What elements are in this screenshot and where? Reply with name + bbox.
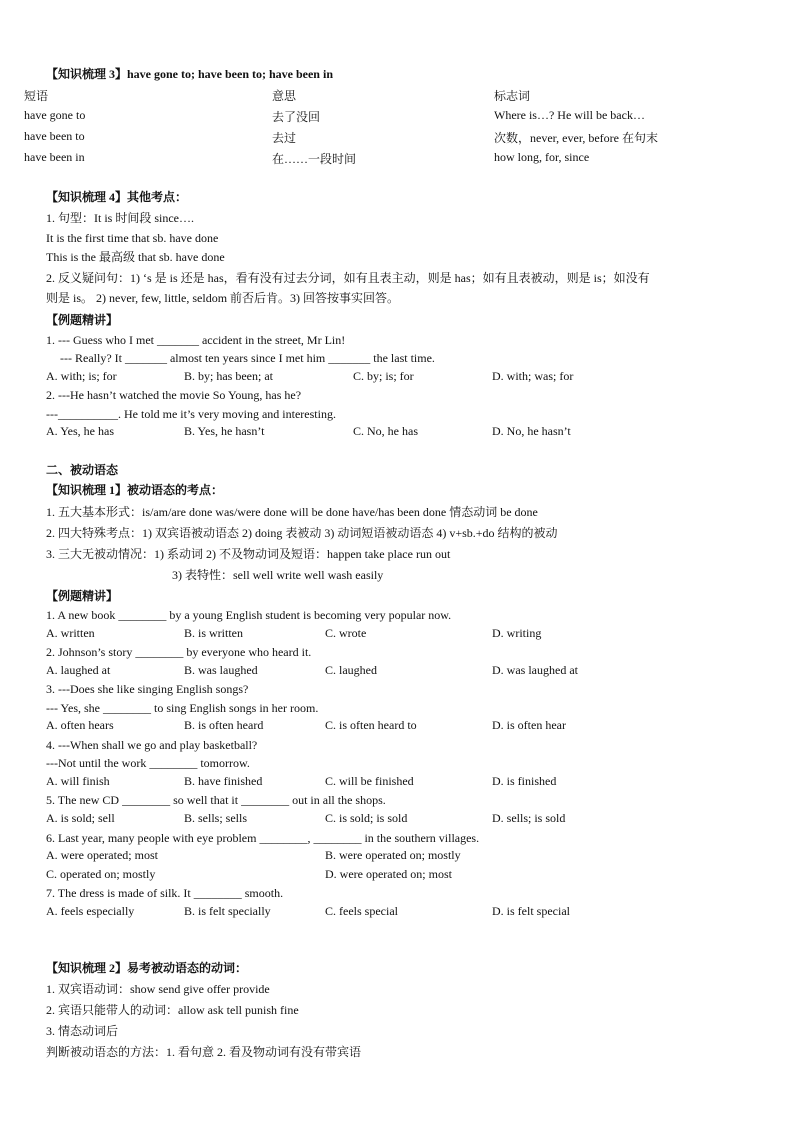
table-header: 意思 (272, 89, 297, 103)
section-title: 【知识梳理 4】其他考点： (46, 190, 188, 204)
option: B. is often heard (184, 718, 264, 732)
question: 4. ---When shall we go and play basketball? (46, 738, 258, 752)
part-heading: 二、被动语态 (46, 463, 119, 477)
table-header: 短语 (24, 89, 49, 103)
option: A. laughed at (46, 663, 111, 677)
question: 6. Last year, many people with eye problem ________, ________ in the southern villages. (46, 831, 480, 845)
option: A. were operated; most (46, 848, 158, 862)
question: 1. --- Guess who I met _______ accident in the street, Mr Lin! (46, 333, 346, 347)
option: A. often hears (46, 718, 114, 732)
option: C. by; is; for (353, 369, 414, 383)
table-header: 标志词 (494, 89, 531, 103)
text-line: 1. 五大基本形式：is/am/are done was/were done will be done have/has been done 情态动词 be done (46, 505, 538, 519)
text-line: 1. 双宾语动词：show send give offer provide (46, 982, 270, 996)
text-line: This is the 最高级 that sb. have done (46, 250, 225, 264)
section-title: 【知识梳理 2】易考被动语态的动词： (46, 961, 248, 975)
table-cell: 在……一段时间 (272, 152, 357, 166)
option: B. is felt specially (184, 904, 271, 918)
option: B. by; has been; at (184, 369, 273, 383)
question: ---__________. He told me it’s very moving and interesting. (46, 407, 336, 421)
option: D. is often hear (492, 718, 566, 732)
option: B. were operated on; mostly (325, 848, 461, 862)
question: 3. ---Does she like singing English songs? (46, 682, 249, 696)
example-title: 【例题精讲】 (46, 589, 119, 603)
table-cell: Where is…? He will be back… (494, 108, 645, 122)
table-cell: 去了没回 (272, 110, 321, 124)
text-line: It is the first time that sb. have done (46, 231, 219, 245)
question: --- Really? It _______ almost ten years since I met him _______ the last time. (60, 351, 435, 365)
text-line: 2. 反义疑问句：1) ‘s 是 is 还是 has，看有没有过去分词，如有且表主动，则是 has；如有且表被动，则是 is；如没有 (46, 271, 650, 285)
question: 7. The dress is made of silk. It ________ smooth. (46, 886, 284, 900)
option: C. is sold; is sold (325, 811, 408, 825)
option: D. sells; is sold (492, 811, 566, 825)
option: C. will be finished (325, 774, 414, 788)
question: 5. The new CD ________ so well that it ________ out in all the shops. (46, 793, 386, 807)
option: B. is written (184, 626, 243, 640)
table-cell: have been in (24, 150, 85, 164)
option: D. writing (492, 626, 542, 640)
table-cell: have gone to (24, 108, 86, 122)
table-cell: have been to (24, 129, 85, 143)
option: A. written (46, 626, 95, 640)
option: C. No, he has (353, 424, 418, 438)
option: A. Yes, he has (46, 424, 115, 438)
text-line: 1. 句型：It is 时间段 since…. (46, 211, 194, 225)
question: ---Not until the work ________ tomorrow. (46, 756, 250, 770)
option: D. is finished (492, 774, 557, 788)
option: A. will finish (46, 774, 110, 788)
option: B. have finished (184, 774, 263, 788)
option: C. wrote (325, 626, 367, 640)
question: --- Yes, she ________ to sing English songs in her room. (46, 701, 319, 715)
table-cell: 去过 (272, 131, 297, 145)
question: 1. A new book ________ by a young English student is becoming very popular now. (46, 608, 452, 622)
option: B. sells; sells (184, 811, 248, 825)
option: D. were operated on; most (325, 867, 452, 881)
text-line: 则是 is。 2) never, few, little, seldom 前否后肯。3) 回答按事实回答。 (46, 291, 400, 305)
option: A. feels especially (46, 904, 135, 918)
option: D. with; was; for (492, 369, 574, 383)
option: A. is sold; sell (46, 811, 115, 825)
text-line: 2. 四大特殊考点：1) 双宾语被动语态 2) doing 表被动 3) 动词短语被动语态 4) v+sb.+do 结构的被动 (46, 526, 558, 540)
table-cell: how long, for, since (494, 150, 590, 164)
option: C. is often heard to (325, 718, 417, 732)
text-line: 3. 三大无被动情况：1) 系动词 2) 不及物动词及短语：happen take place run out (46, 547, 451, 561)
question: 2. Johnson’s story ________ by everyone who heard it. (46, 645, 312, 659)
option: C. laughed (325, 663, 377, 677)
option: C. operated on; mostly (46, 867, 156, 881)
option: C. feels special (325, 904, 398, 918)
example-title: 【例题精讲】 (46, 313, 119, 327)
section-title: 【知识梳理 1】被动语态的考点： (46, 483, 224, 497)
option: D. is felt special (492, 904, 570, 918)
table-cell: 次数，never, ever, before 在句末 (494, 131, 658, 145)
text-line: 3) 表特性：sell well write well wash easily (172, 568, 384, 582)
option: D. was laughed at (492, 663, 578, 677)
option: A. with; is; for (46, 369, 117, 383)
option: B. was laughed (184, 663, 258, 677)
text-line: 3. 情态动词后 (46, 1024, 119, 1038)
question: 2. ---He hasn’t watched the movie So Young, has he? (46, 388, 302, 402)
section-title: 【知识梳理 3】have gone to; have been to; have been in (46, 67, 333, 81)
option: B. Yes, he hasn’t (184, 424, 265, 438)
option: D. No, he hasn’t (492, 424, 571, 438)
text-line: 2. 宾语只能带人的动词：allow ask tell punish fine (46, 1003, 299, 1017)
text-line: 判断被动语态的方法：1. 看句意 2. 看及物动词有没有带宾语 (46, 1045, 362, 1059)
